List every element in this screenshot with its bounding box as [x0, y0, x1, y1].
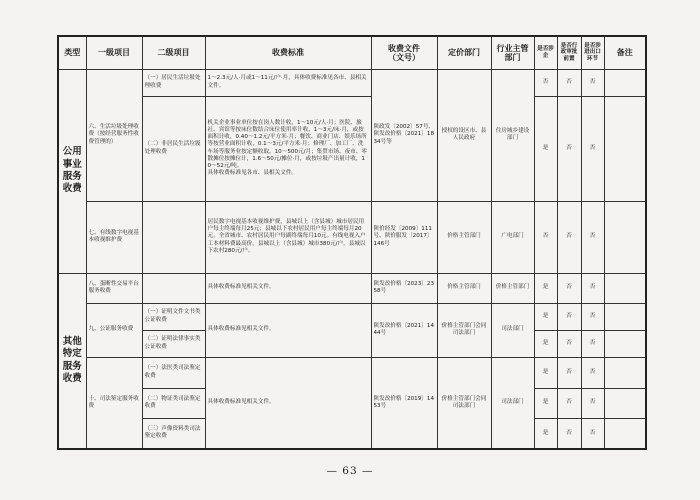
enterprise-flag: 是 [534, 330, 557, 357]
enterprise-flag: 是 [534, 273, 557, 303]
sub-notary-facts: （二）证明法律事实类公证收费 [142, 330, 205, 357]
sub-nonresident-garbage: （二）非居民生活垃圾处理收费 [142, 96, 205, 201]
exit-flag: 否 [581, 330, 604, 357]
remarks-cell [604, 273, 646, 303]
doc-cable-tv: 陕价经发〔2009〕111号、陕价服发〔2017〕146号 [371, 201, 437, 273]
page-number: — 63 — [326, 465, 374, 477]
exit-flag: 否 [581, 69, 604, 96]
header-standard: 收费标准 [205, 36, 371, 69]
table-row [58, 273, 646, 303]
exit-flag: 否 [581, 418, 604, 449]
enterprise-flag: 是 [534, 303, 557, 330]
exit-flag: 否 [581, 273, 604, 303]
enterprise-flag: 是 [534, 96, 557, 201]
header-exit: 是否涉进出口环节 [581, 36, 604, 69]
standard-nonresident-garbage: 机关企业事业单位按在岗人数计收，1～10元/人·月；医院、旅社、宾馆等按床位数结合床位使用率计收，1～3元/床·月，或按面积计收，0.40～1.2元/平方米·月；餐饮、商业门店、娱乐场所等按营业面积计收，0.1～3元/平方米·月；修理厂、加工厂、洗车场等服务业按定额收取，10～500元/月；集贸市场、夜市、零散摊位按摊位计，1.6～50元/摊位·月，或按垃圾产出量计收，10～52元/吨。 具体收费标准见各市、县相关文件。 [205, 96, 371, 201]
item-settlement: 八、蛋断性交易平台服务收费 [86, 273, 142, 303]
industry-forensic: 司法部门 [491, 357, 534, 449]
standard-resident-garbage: 1～2.3元/人·月或1～11元/户·月，具体收费标准见各市、县相关文件。 [205, 69, 371, 96]
doc-garbage: 陕政发〔2002〕57号、陕发改价格〔2021〕1834号等 [371, 69, 437, 201]
doc-forensic: 陕发改价格〔2019〕1453号 [371, 357, 437, 449]
industry-notary: 司法部门 [491, 303, 534, 357]
exit-flag: 否 [581, 201, 604, 273]
admin-flag: 否 [557, 69, 581, 96]
pricing-garbage: 授权的设区市、县人民政府 [437, 69, 491, 201]
remarks-cell [604, 330, 646, 357]
enterprise-flag: 否 [534, 69, 557, 96]
admin-flag: 否 [557, 357, 581, 388]
table-row [58, 201, 646, 273]
pricing-forensic: 价格主管部门会同司法部门 [437, 357, 491, 449]
remarks-cell [604, 357, 646, 388]
enterprise-flag: 是 [534, 418, 557, 449]
standard-settlement: 具体收费标准见相关文件。 [205, 273, 371, 303]
header-level2: 二级项目 [142, 36, 205, 69]
doc-settlement: 陕发改价格〔2023〕2358号 [371, 273, 437, 303]
header-type: 类型 [58, 36, 86, 69]
category-public: 公用事业服务收费 [58, 69, 86, 273]
pricing-cable-tv: 价格主管部门 [437, 201, 491, 273]
header-admin: 是否行政审批前置 [557, 36, 581, 69]
exit-flag: 否 [581, 388, 604, 418]
pricing-settlement: 价格主管部门 [437, 273, 491, 303]
sub-settlement-empty [142, 273, 205, 303]
standard-cable-tv: 居民数字电视基本收视维护费，县城以上（含县城）城市居民用户每主终端每月25元；县城以下农村居民用户每主终端每月20元。全省城市、农村居民用户每副终端每月10元。有线电视入户工本材料费最高价，县城以上（含县城）城市380元/户，县城以下农村280元/户。 [205, 201, 371, 273]
remarks-cell [604, 69, 646, 96]
standard-notary: 具体收费标准见相关文件。 [205, 303, 371, 357]
admin-flag: 否 [557, 201, 581, 273]
industry-settlement: 价格主管部门 [491, 273, 534, 303]
sub-notary-docs: （一）证明文件文书类公证收费 [142, 303, 205, 330]
sub-cable-tv-empty [142, 201, 205, 273]
header-doc: 收费文件 （文号） [371, 36, 437, 69]
remarks-cell [604, 303, 646, 330]
table-row [58, 69, 646, 96]
admin-flag: 否 [557, 273, 581, 303]
sub-forensic-physical: （二）物证类司法鉴定收费 [142, 388, 205, 418]
header-level1: 一级项目 [86, 36, 142, 69]
table-row [58, 357, 646, 388]
sub-forensic-audiovisual: （三）声像资料类司法鉴定收费 [142, 418, 205, 449]
admin-flag: 否 [557, 330, 581, 357]
exit-flag: 否 [581, 357, 604, 388]
remarks-cell [604, 418, 646, 449]
header-enterprise: 是否涉企 [534, 36, 557, 69]
standard-forensic: 具体收费标准见相关文件。 [205, 357, 371, 449]
table-row [58, 303, 646, 330]
industry-garbage: 住房城乡建设部门 [491, 69, 534, 201]
sub-forensic-medical: （一）法医类司法鉴定收费 [142, 357, 205, 388]
header-pricing: 定价部门 [437, 36, 491, 69]
remarks-cell [604, 201, 646, 273]
item-notary: 九、公证服务收费 [86, 303, 142, 357]
header-remarks: 备注 [604, 36, 646, 69]
exit-flag: 否 [581, 303, 604, 330]
item-cable-tv: 七、有线数字电视基本收视维护费 [86, 201, 142, 273]
sub-resident-garbage: （一）居民生活垃圾处理收费 [142, 69, 205, 96]
item-forensic: 十、司法鉴定服务收费 [86, 357, 142, 449]
enterprise-flag: 否 [534, 201, 557, 273]
table-row [58, 96, 646, 201]
category-other: 其他特定服务收费 [58, 273, 86, 449]
item-garbage: 六、生活垃圾处理收费（按经营服务性收费管理的） [86, 69, 142, 201]
remarks-cell [604, 388, 646, 418]
enterprise-flag: 是 [534, 357, 557, 388]
admin-flag: 否 [557, 388, 581, 418]
doc-notary: 陕发改价格〔2021〕1444号 [371, 303, 437, 357]
enterprise-flag: 是 [534, 388, 557, 418]
exit-flag: 否 [581, 96, 604, 201]
header-row [58, 36, 646, 69]
pricing-notary: 价格主管部门会同司法部门 [437, 303, 491, 357]
industry-cable-tv: 广电部门 [491, 201, 534, 273]
admin-flag: 否 [557, 418, 581, 449]
header-industry: 行业主管部门 [491, 36, 534, 69]
admin-flag: 否 [557, 96, 581, 201]
fee-table [57, 35, 647, 450]
remarks-cell [604, 96, 646, 201]
admin-flag: 否 [557, 303, 581, 330]
